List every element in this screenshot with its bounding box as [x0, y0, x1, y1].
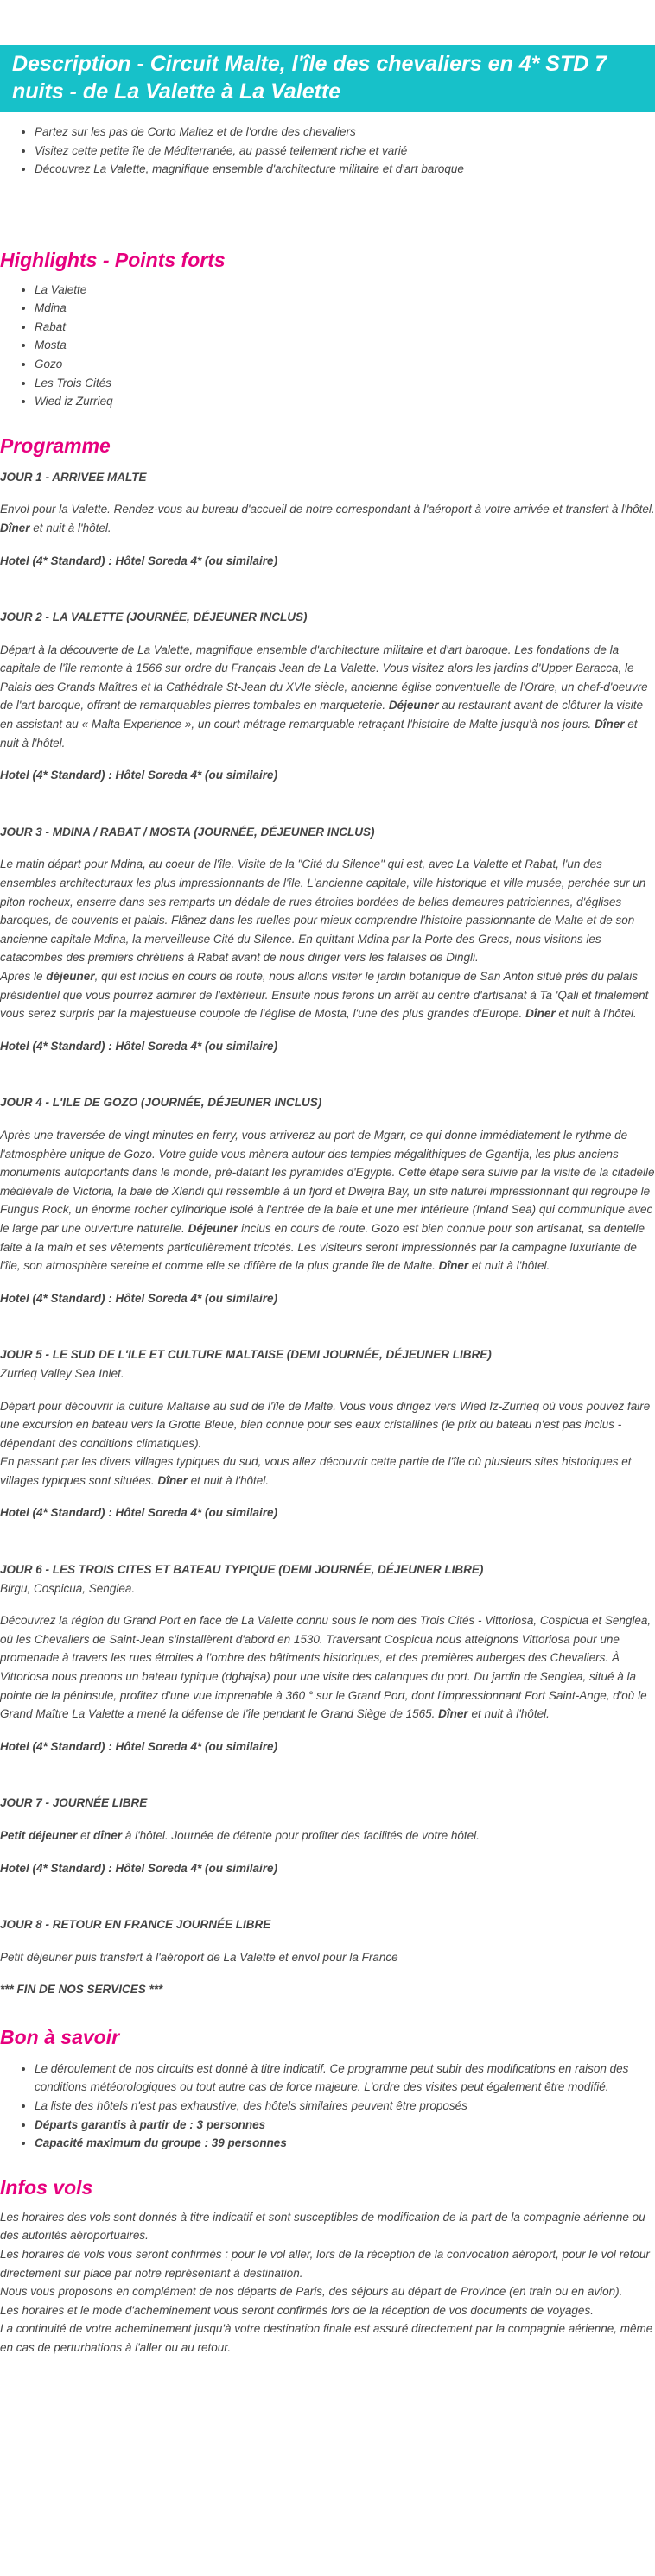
day-title: JOUR 6 - LES TROIS CITES ET BATEAU TYPIQUE (DEMI JOURNÉE, DÉJEUNER LIBRE) — [0, 1563, 484, 1577]
text-bold: Dîner — [438, 1259, 469, 1273]
day-hotel: Hotel (4* Standard) : Hôtel Soreda 4* (ou similaire) — [0, 1506, 278, 1520]
list-item: • Découvrez La Valette, magnifique ensemble d'architecture militaire et d'art baroque — [35, 160, 655, 179]
text-span: et nuit à l'hôtel. — [187, 1473, 270, 1487]
text-span: à l'hôtel. Journée de détente pour profiter des facilités de votre hôtel. — [122, 1829, 480, 1842]
text-bold: Dîner — [0, 521, 30, 535]
list-item: • Le déroulement de nos circuits est donné à titre indicatif. Ce programme peut subir des modifications en raison des conditions météorologiques ou tout autre cas de force majeure. L'ordre des visites peut également être modifié. — [35, 2060, 655, 2097]
text-bold: Déjeuner — [188, 1221, 238, 1235]
text-bold: Dîner — [157, 1473, 188, 1487]
day-description — [0, 1126, 655, 1275]
day-description — [0, 1826, 655, 1845]
text-bold: dîner — [93, 1829, 123, 1842]
text-span: Après le — [0, 970, 47, 983]
programme-heading: Programme — [0, 434, 111, 457]
info-line: La continuité de votre acheminement jusqu'à votre destination finale est assuré directement par la compagnie aérienne, même en cas de perturbations à l'aller ou au retour. — [0, 2322, 653, 2354]
list-item: • Rabat — [35, 318, 655, 337]
highlights-list — [0, 281, 655, 411]
day-subtitle: Zurrieq Valley Sea Inlet. — [0, 1366, 124, 1380]
day-description: Le matin départ pour Mdina, au coeur de l'île. Visite de la "Cité du Silence" qui est, avec La Valette et Rabat, l'un des ensembles architecturaux les plus impressionnants de l'île. L'ancienne capitale, ville historique et ville musée, perchée sur un piton rocheux, enserre dans ses remparts un dédale de rues étroites bordées de belles demeures patriciennes, d'églises baroques, de couvents et palais. Flânez dans les ruelles pour mieux comprendre l'histoire passionnante de Malte et de son ancienne capitale Mdina, la merveilleuse Cité du Silence. En quittant Mdina par la Porte des Grecs, nous visitons les catacombes des premiers chrétiens à Rabat avant de nous diriger vers les falaises de Dingli. — [0, 858, 646, 965]
highlights-heading: Highlights - Points forts — [0, 248, 226, 271]
text-bold: Dîner — [595, 718, 625, 731]
day-title: JOUR 8 - RETOUR EN FRANCE JOURNÉE LIBRE — [0, 1918, 271, 1932]
intro-list — [0, 123, 655, 179]
day-title: JOUR 2 - LA VALETTE (JOURNÉE, DÉJEUNER INCLUS) — [0, 611, 308, 624]
text-bold: Déjeuner — [388, 699, 439, 712]
infos-vols-heading: Infos vols — [0, 2175, 93, 2199]
info-line: Les horaires des vols sont donnés à titre indicatif et sont susceptibles de modification de la part de la compagnie aérienne ou des autorités aéroportuaires. — [0, 2210, 645, 2243]
day-subtitle: Birgu, Cospicua, Senglea. — [0, 1581, 136, 1595]
text-span: et nuit à l'hôtel. — [0, 718, 638, 750]
day-description — [0, 500, 655, 537]
text-span: Découvrez la région du Grand Port en face de La Valette connu sous le nom des Trois Cités - Vittoriosa, Cospicua et Senglea, où les Chevaliers de Saint-Jean s'installèrent d'abord en 1530. Traversant Cospicua nous atteignons Vittoriosa pour une promenade à travers les rues étroites à l'ombre des bâtiments historiques, et des premières auberges des Chevaliers. À Vittoriosa nous prenons un bateau typique (dghajsa) pour une visite des calanques du port. Du jardin de Senglea, situé à la pointe de la péninsule, profitez d'une vue imprenable à 360 ° sur le Grand Port, dont l'impressionnant Fort Saint-Ange, d'où le Grand Maître La Valette a mené la défense de l'île pendant le Grand Siège de 1565. — [0, 1614, 652, 1721]
list-item: • Wied iz Zurrieq — [35, 392, 655, 411]
page-title: Description - Circuit Malte, l'île des chevaliers en 4* STD 7 nuits - de La Valette à La Valette — [0, 45, 655, 112]
info-line: Les horaires et le mode d'acheminement vous seront confirmés lors de la réception de vos documents de voyages. — [0, 2303, 594, 2317]
day-description: Départ pour découvrir la culture Maltaise au sud de l'île de Malte. Vous vous dirigez vers Wied Iz-Zurrieq où vous pouvez faire une excursion en bateau vers la Grotte Bleue, bien connue pour ses eaux cristallines (le prix du bateau n'est pas inclus - dépendant des conditions climatiques). — [0, 1399, 651, 1450]
text-span: et nuit à l'hôtel. — [29, 521, 111, 535]
text-bold: Dîner — [525, 1007, 556, 1021]
list-item — [35, 2134, 655, 2153]
capacite-maximum: Capacité maximum du groupe : 39 personnes — [35, 2136, 287, 2150]
departs-garantis: Départs garantis à partir de : 3 personnes — [35, 2117, 266, 2131]
list-item — [35, 2116, 655, 2135]
text-bold: Dîner — [438, 1707, 468, 1721]
text-span: au restaurant avant de clôturer la visite en assistant au « Malta Experience », un court métrage remarquable retraçant l'histoire de Malte jusqu'à nos jours. — [0, 699, 643, 731]
list-item: • Visitez cette petite île de Méditerranée, au passé tellement riche et varié — [35, 142, 655, 161]
day-hotel: Hotel (4* Standard) : Hôtel Soreda 4* (ou similaire) — [0, 1739, 278, 1753]
list-item: • La liste des hôtels n'est pas exhaustive, des hôtels similaires peuvent être proposés — [35, 2097, 655, 2116]
day-hotel: Hotel (4* Standard) : Hôtel Soreda 4* (ou similaire) — [0, 554, 278, 567]
day-hotel: Hotel (4* Standard) : Hôtel Soreda 4* (ou similaire) — [0, 1291, 278, 1305]
page — [0, 45, 655, 2377]
list-item: • Gozo — [35, 355, 655, 374]
list-item: • Les Trois Cités — [35, 374, 655, 393]
day-description — [0, 1611, 655, 1724]
day-title: JOUR 7 - JOURNÉE LIBRE — [0, 1796, 148, 1810]
text-span: Envol pour la Valette. Rendez-vous au bureau d'accueil de notre correspondant à l'aéroport à votre arrivée et transfert à l'hôtel. — [0, 503, 655, 516]
info-line: Nous vous proposons en complément de nos départs de Paris, des séjours au départ de Province (en train ou en avion). — [0, 2285, 623, 2299]
day-hotel: Hotel (4* Standard) : Hôtel Soreda 4* (ou similaire) — [0, 1861, 278, 1875]
day-description — [0, 967, 655, 1023]
text-span: Après une traversée de vingt minutes en ferry, vous arriverez au port de Mgarr, ce qui donne immédiatement le rythme de l'atmosphère unique de Gozo. Votre guide vous mènera autour des temples mégalithiques de Ggantija, les plus anciens monuments autoportants dans le monde, pré-datant les pyramides d'Egypte. Cette étape sera suivie par la visite de la citadelle médiévale de Victoria, la baie de Xlendi qui ressemble à un fjord et Dwejra Bay, un site naturel impressionnant qui regroupe le Fungus Rock, un énorme rocher cylindrique isolé à l'entrée de la baie et une mer intérieure (Inland Sea) qui communique avec le large par une ouverture naturelle. — [0, 1128, 655, 1235]
text-bold: déjeuner — [46, 970, 95, 983]
text-span: Départ à la découverte de La Valette, magnifique ensemble d'architecture militaire et d'art baroque. Les fondations de la capitale de l'île remonte à 1566 sur ordre du Français Jean de La Valette. Vous visitez alors les jardins d'Upper Baracca, le Palais des Grands Maîtres et la Cathédrale St-Jean du XVIe siècle, ancienne église conventuelle de l'Ordre, un chef-d'oeuvre de l'art baroque, offrant de remarquables pierres tombales en marqueterie. — [0, 642, 648, 712]
day-hotel: Hotel (4* Standard) : Hôtel Soreda 4* (ou similaire) — [0, 1039, 278, 1053]
end-of-services: *** FIN DE NOS SERVICES *** — [0, 1983, 163, 1997]
text-span: inclus en cours de route. Gozo est bien connue pour son artisanat, sa dentelle faite à la main et ses vêtements particulièrement tricotés. Les visiteurs seront impressionnés par la campagne luxuriante de l'île, son atmosphère sereine et comme elle se diffère de la plus grande île de Malte. — [0, 1221, 645, 1273]
day-title: JOUR 1 - ARRIVEE MALTE — [0, 470, 147, 484]
text-span: et — [77, 1829, 94, 1842]
day-description: Petit déjeuner puis transfert à l'aéroport de La Valette et envol pour la France — [0, 1950, 398, 1964]
day-hotel: Hotel (4* Standard) : Hôtel Soreda 4* (ou similaire) — [0, 769, 278, 782]
list-item: • Mdina — [35, 299, 655, 318]
text-span: En passant par les divers villages typiques du sud, vous allez découvrir cette partie de l'île où plusieurs sites historiques et villages typiques sont situées. — [0, 1455, 632, 1487]
text-bold: Petit déjeuner — [0, 1829, 78, 1842]
day-title: JOUR 3 - MDINA / RABAT / MOSTA (JOURNÉE, DÉJEUNER INCLUS) — [0, 825, 375, 839]
day-title: JOUR 5 - LE SUD DE L'ILE ET CULTURE MALTAISE (DEMI JOURNÉE, DÉJEUNER LIBRE) — [0, 1348, 492, 1362]
day-title: JOUR 4 - L'ILE DE GOZO (JOURNÉE, DÉJEUNER INCLUS) — [0, 1096, 322, 1110]
list-item: • Mosta — [35, 336, 655, 355]
list-item: • La Valette — [35, 281, 655, 300]
info-line: Les horaires de vols vous seront confirmés : pour le vol aller, lors de la réception de la convocation aéroport, pour le vol retour directement sur place par notre représentant à destination. — [0, 2247, 650, 2280]
bon-a-savoir-heading: Bon à savoir — [0, 2025, 120, 2048]
day-description — [0, 641, 655, 753]
text-span: et nuit à l'hôtel. — [467, 1707, 550, 1721]
text-span: , qui est inclus en cours de route, nous allons visiter le jardin botanique de San Anton situé près du palais présidentiel que vous pourrez admirer de l'extérieur. Ensuite nous ferons un arrêt au centre d'artisanat à Ta 'Qali et finalement vous serez surpris par la majestueuse coupole de l'église de Mosta, l'une des plus grandes d'Europe. — [0, 970, 649, 1021]
text-span: et nuit à l'hôtel. — [468, 1259, 550, 1273]
day-description — [0, 1453, 655, 1490]
list-item: • Partez sur les pas de Corto Maltez et de l'ordre des chevaliers — [35, 123, 655, 142]
bon-a-savoir-list — [0, 2060, 655, 2153]
infos-vols-text — [0, 2208, 655, 2358]
text-span: et nuit à l'hôtel. — [555, 1007, 637, 1021]
